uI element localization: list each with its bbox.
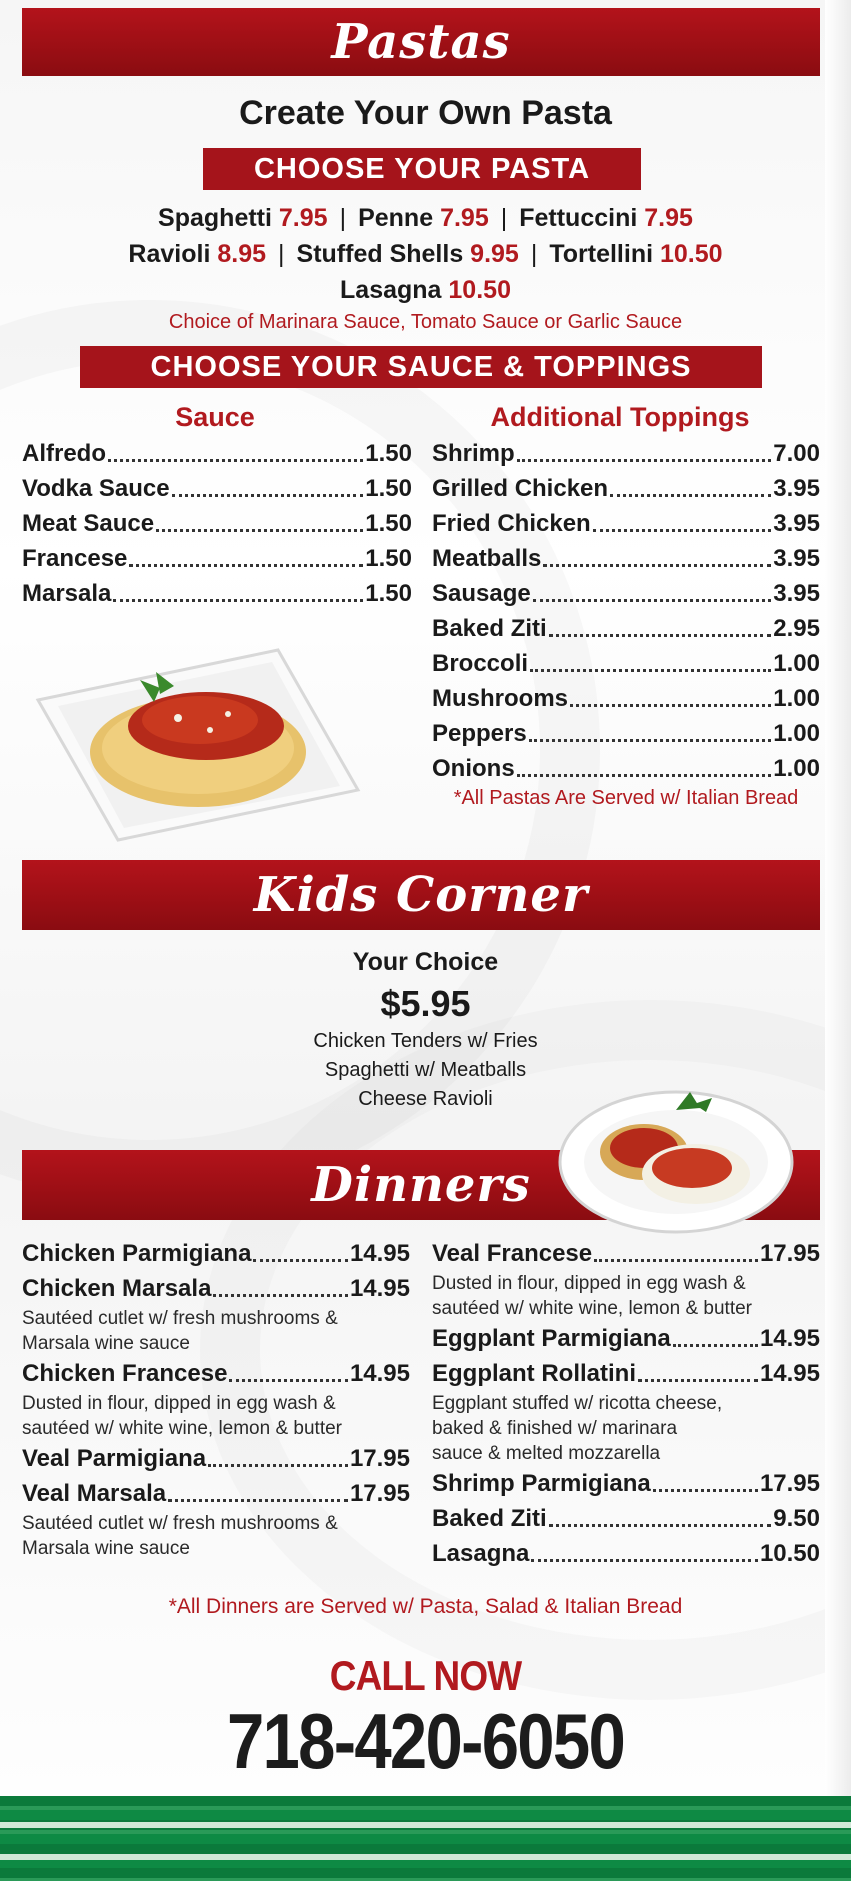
topping-row [432, 681, 820, 716]
pasta-name: Lasagna [340, 276, 442, 304]
dot-leader [113, 599, 363, 602]
sauce-row [22, 506, 412, 541]
kids-item: Spaghetti w/ Meatballs [324, 1059, 527, 1081]
item-name: Sausage [432, 580, 531, 607]
pasta-price: 9.95 [470, 240, 519, 268]
pasta-price: 7.95 [440, 204, 489, 232]
spaghetti-plate-image [28, 640, 368, 845]
dot-leader [653, 1489, 758, 1492]
item-price: 3.95 [773, 545, 820, 572]
sauce-row [22, 576, 412, 611]
item-name: Veal Marsala [22, 1480, 167, 1507]
item-name: Onions [432, 755, 515, 782]
topping-row [432, 471, 820, 506]
dot-leader [517, 459, 772, 462]
toppings-list [432, 436, 820, 786]
item-name: Shrimp Parmigiana [432, 1470, 651, 1497]
choose-pasta-label: CHOOSE YOUR PASTA [253, 153, 591, 185]
pastas-banner [22, 8, 820, 76]
item-price: 3.95 [773, 475, 820, 502]
sauce-row [22, 541, 412, 576]
item-description: Marsala wine sauce [22, 1538, 190, 1559]
choose-sauce-band [80, 346, 762, 388]
item-name: Mushrooms [432, 685, 569, 712]
item-name: Alfredo [22, 440, 106, 467]
item-price: 1.50 [365, 440, 412, 467]
item-name: Marsala [22, 580, 112, 607]
pasta-name: Tortellini [549, 240, 654, 268]
item-price: 1.00 [773, 650, 820, 677]
dot-leader [610, 494, 771, 497]
phone-number[interactable]: 718-420-6050 [226, 1697, 625, 1785]
dot-leader [108, 459, 363, 462]
item-name: Veal Parmigiana [22, 1445, 207, 1472]
kids-item: Chicken Tenders w/ Fries [313, 1030, 538, 1052]
topping-row [432, 541, 820, 576]
item-price: 7.00 [773, 440, 820, 467]
item-description: Sautéed cutlet w/ fresh mushrooms & [22, 1513, 338, 1534]
dot-leader [168, 1499, 348, 1502]
item-price: 10.50 [759, 1540, 820, 1567]
sauce-list [22, 436, 412, 611]
dinner-row [22, 1356, 410, 1391]
pasta-name: Fettuccini [519, 204, 638, 232]
item-description: sauce & melted mozzarella [432, 1443, 661, 1464]
item-description: Sautéed cutlet w/ fresh mushrooms & [22, 1308, 338, 1329]
sauce-row [22, 471, 412, 506]
dot-leader [638, 1379, 758, 1382]
dinners-left-list [22, 1236, 410, 1561]
dinner-row [432, 1321, 820, 1356]
ravioli-plate-image [556, 1080, 796, 1238]
pasta-price: 10.50 [448, 276, 511, 304]
item-price: 17.95 [759, 1240, 820, 1267]
dot-leader [208, 1464, 348, 1467]
sauce-row [22, 436, 412, 471]
topping-row [432, 611, 820, 646]
pasta-name: Stuffed Shells [296, 240, 464, 268]
item-price: 1.50 [365, 475, 412, 502]
topping-row [432, 646, 820, 681]
dot-leader [213, 1294, 348, 1297]
dinner-row [22, 1476, 410, 1511]
dot-leader [172, 494, 364, 497]
dot-leader [673, 1344, 758, 1347]
item-price: 1.50 [365, 510, 412, 537]
pasta-price: 10.50 [660, 240, 723, 268]
item-price: 14.95 [349, 1275, 410, 1302]
item-description: sautéed w/ white wine, lemon & butter [432, 1298, 753, 1319]
item-name: Vodka Sauce [22, 475, 170, 502]
item-price: 17.95 [349, 1480, 410, 1507]
pasta-name: Ravioli [128, 240, 211, 268]
dinners-right-list [432, 1236, 820, 1571]
item-price: 9.50 [773, 1505, 820, 1532]
item-price: 1.50 [365, 580, 412, 607]
item-description: Dusted in flour, dipped in egg wash & [22, 1393, 336, 1414]
item-name: Baked Ziti [432, 615, 547, 642]
item-name: Peppers [432, 720, 527, 747]
pasta-separator: | [339, 204, 347, 232]
topping-row [432, 576, 820, 611]
item-name: Eggplant Parmigiana [432, 1325, 671, 1352]
item-price: 17.95 [349, 1445, 410, 1472]
dot-leader [593, 529, 772, 532]
dot-leader [253, 1259, 348, 1262]
pastas-title: Pastas [331, 14, 511, 70]
dot-leader [129, 564, 363, 567]
create-pasta-title: Create Your Own Pasta [239, 94, 612, 132]
item-price: 3.95 [773, 580, 820, 607]
item-name: Veal Francese [432, 1240, 593, 1267]
item-description: sautéed w/ white wine, lemon & butter [22, 1418, 343, 1439]
dot-leader [530, 669, 771, 672]
dot-leader [549, 1524, 772, 1527]
pasta-separator: | [530, 240, 538, 268]
sauce-choice-note: Choice of Marinara Sauce, Tomato Sauce or Garlic Sauce [168, 311, 683, 333]
item-name: Chicken Parmigiana [22, 1240, 252, 1267]
dot-leader [531, 1559, 758, 1562]
item-price: 3.95 [773, 510, 820, 537]
kids-corner-banner [22, 860, 820, 930]
dot-leader [229, 1379, 348, 1382]
dot-leader [517, 774, 772, 777]
item-name: Chicken Francese [22, 1360, 228, 1387]
toppings-heading: Additional Toppings [490, 402, 750, 432]
item-name: Lasagna [432, 1540, 530, 1567]
dinners-title: Dinners [311, 1157, 531, 1213]
dinner-row [432, 1466, 820, 1501]
kids-item: Cheese Ravioli [358, 1088, 493, 1110]
item-price: 1.00 [773, 685, 820, 712]
choose-sauce-label: CHOOSE YOUR SAUCE & TOPPINGS [150, 351, 692, 383]
item-name: Fried Chicken [432, 510, 591, 537]
kids-your-choice: Your Choice [352, 948, 499, 976]
item-price: 14.95 [759, 1325, 820, 1352]
topping-row [432, 716, 820, 751]
call-now-label: CALL NOW [329, 1652, 522, 1699]
item-price: 1.50 [365, 545, 412, 572]
pasta-separator: | [278, 240, 285, 268]
pasta-separator: | [500, 204, 508, 232]
pasta-line-3 [0, 276, 851, 305]
dinner-row [432, 1536, 820, 1571]
pasta-price: 7.95 [644, 204, 693, 232]
dot-leader [543, 564, 771, 567]
item-description: Dusted in flour, dipped in egg wash & [432, 1273, 746, 1294]
dot-leader [533, 599, 772, 602]
item-price: 2.95 [773, 615, 820, 642]
item-price: 17.95 [759, 1470, 820, 1497]
item-description: Eggplant stuffed w/ ricotta cheese, [432, 1393, 723, 1414]
item-name: Meat Sauce [22, 510, 155, 537]
kids-corner-title: Kids Corner [253, 867, 589, 923]
item-name: Eggplant Rollatini [432, 1360, 636, 1387]
item-price: 1.00 [773, 755, 820, 782]
item-name: Broccoli [432, 650, 529, 677]
dot-leader [529, 739, 772, 742]
pasta-price: 7.95 [278, 204, 328, 232]
item-name: Baked Ziti [432, 1505, 547, 1532]
sauce-heading: Sauce [175, 402, 255, 432]
dot-leader [594, 1259, 758, 1262]
choose-pasta-band [203, 148, 641, 190]
dinner-row [432, 1356, 820, 1391]
topping-row [432, 751, 820, 786]
item-description: baked & finished w/ marinara [432, 1418, 678, 1439]
dinner-row [22, 1236, 410, 1271]
dot-leader [549, 634, 772, 637]
item-price: 14.95 [759, 1360, 820, 1387]
pasta-price: 8.95 [217, 240, 267, 268]
item-price: 14.95 [349, 1240, 410, 1267]
footer-stripes [0, 1796, 851, 1881]
dinners-served-note: *All Dinners are Served w/ Pasta, Salad & Italian Bread [168, 1595, 683, 1618]
pasta-name: Spaghetti [158, 204, 272, 232]
item-name: Grilled Chicken [432, 475, 609, 502]
pasta-name: Penne [358, 204, 434, 232]
item-name: Francese [22, 545, 128, 572]
item-name: Shrimp [432, 440, 515, 467]
item-name: Chicken Marsala [22, 1275, 212, 1302]
dot-leader [156, 529, 363, 532]
item-price: 14.95 [349, 1360, 410, 1387]
item-name: Meatballs [432, 545, 542, 572]
pasta-line-2 [0, 240, 851, 269]
kids-price: $5.95 [380, 983, 471, 1024]
topping-row [432, 436, 820, 471]
page-edge [825, 0, 851, 1800]
dinner-row [432, 1501, 820, 1536]
dinner-row [22, 1271, 410, 1306]
pastas-served-note: *All Pastas Are Served w/ Italian Bread [453, 787, 799, 809]
pasta-line-1 [0, 204, 851, 233]
topping-row [432, 506, 820, 541]
item-description: Marsala wine sauce [22, 1333, 190, 1354]
dinner-row [22, 1441, 410, 1476]
dot-leader [570, 704, 771, 707]
item-price: 1.00 [773, 720, 820, 747]
dinner-row [432, 1236, 820, 1271]
